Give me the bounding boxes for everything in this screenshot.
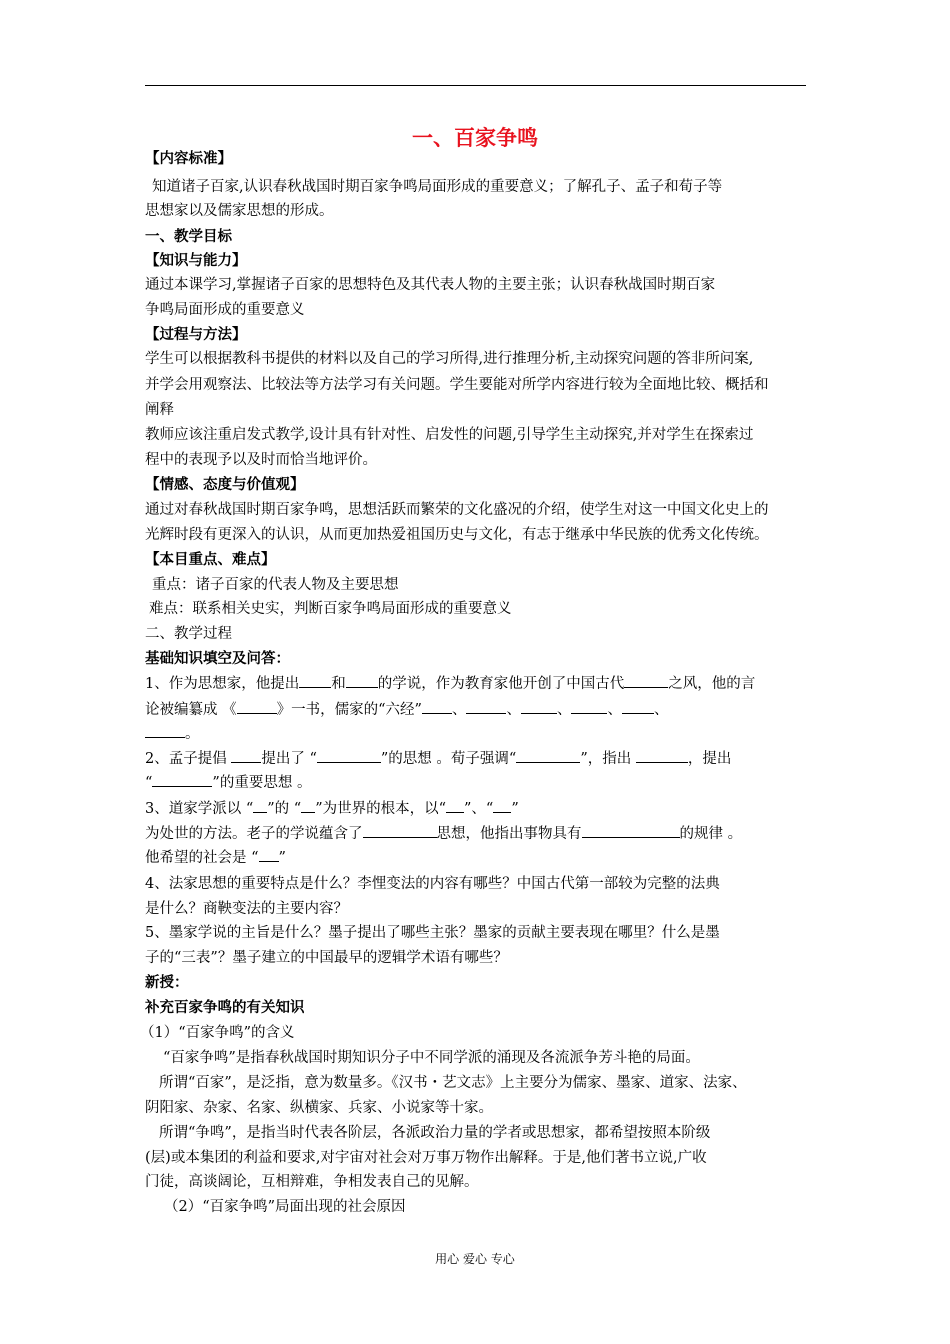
process-text: 程中的表现予以及时而恰当地评价。 bbox=[145, 452, 377, 468]
knowledge-text: 争鸣局面形成的重要意义 bbox=[145, 302, 305, 318]
blank bbox=[622, 699, 654, 714]
question-1: 1、作为思想家，他提出 和 的学说，作为教育家他开创了中国古代 之风，他的言 bbox=[145, 673, 755, 695]
knowledge-text: 通过本课学习,掌握诸子百家的思想特色及其代表人物的主要主张；认识春秋战国时期百家 bbox=[145, 277, 716, 293]
question-3-end: 他希望的社会是 “ ” bbox=[145, 847, 286, 869]
question-1-end: 。 bbox=[145, 723, 200, 745]
keypoints-heading: 【本目重点、难点】 bbox=[145, 552, 276, 568]
question-4: 4、法家思想的重要特点是什么？李悝变法的内容有哪些？中国古代第一部较为完整的法典 bbox=[145, 876, 720, 892]
knowledge-heading: 【知识与能力】 bbox=[145, 253, 247, 269]
paragraph: 门徒，高谈阔论，互相辩难，争相发表自己的见解。 bbox=[145, 1174, 479, 1190]
process-text: 并学会用观察法、比较法等方法学习有关问题。学生要能对所学内容进行较为全面地比较、概括和 bbox=[145, 377, 769, 393]
paragraph: 阴阳家、杂家、名家、纵横家、兵家、小说家等十家。 bbox=[145, 1100, 493, 1116]
question-2-cont: “ ”的重要思想 。 bbox=[145, 772, 311, 794]
paragraph: “百家争鸣”是指春秋战国时期知识分子中不同学派的涌现及各流派争芳斗艳的局面。 bbox=[163, 1050, 700, 1066]
blank bbox=[446, 798, 464, 813]
blank bbox=[466, 699, 506, 714]
header-rule bbox=[145, 85, 806, 86]
page-footer: 用心 爱心 专心 bbox=[435, 1252, 515, 1266]
blank bbox=[582, 823, 680, 838]
blank bbox=[624, 673, 668, 688]
question-2: 2、孟子提倡 提出了 “ ”的思想 。荀子强调“ ”，指出 ，提出 bbox=[145, 748, 731, 770]
blank bbox=[231, 748, 261, 763]
emotion-text: 通过对春秋战国时期百家争鸣，思想活跃而繁荣的文化盛况的介绍，使学生对这一中国文化史上的 bbox=[145, 502, 769, 518]
basics-heading: 基础知识填空及问答： bbox=[145, 651, 290, 667]
key-point: 重点：诸子百家的代表人物及主要思想 bbox=[152, 577, 399, 593]
blank bbox=[521, 699, 557, 714]
blank bbox=[237, 699, 277, 714]
process-heading: 二、教学过程 bbox=[145, 626, 232, 642]
emotion-heading: 【情感、态度与价值观】 bbox=[145, 477, 305, 493]
process-text: 阐释 bbox=[145, 402, 174, 418]
question-3: 3、道家学派以 “ ”的 “ ”为世界的根本，以“ ”、“ ” bbox=[145, 798, 519, 820]
blank bbox=[571, 699, 607, 714]
blank bbox=[145, 723, 185, 738]
new-lesson-heading: 新授： bbox=[145, 975, 189, 991]
process-method-heading: 【过程与方法】 bbox=[145, 327, 247, 343]
paragraph: 所谓“百家”，是泛指，意为数量多。《汉书・艺文志》上主要分为儒家、墨家、道家、法家、 bbox=[159, 1075, 747, 1091]
objectives-heading: 一、教学目标 bbox=[145, 229, 232, 245]
blank bbox=[493, 798, 511, 813]
blank bbox=[363, 823, 437, 838]
page-title: 一、百家争鸣 bbox=[412, 126, 538, 150]
blank bbox=[253, 798, 267, 813]
question-4-cont: 是什么？商鞅变法的主要内容？ bbox=[145, 901, 348, 917]
question-3-cont: 为处世的方法。老子的学说蕴含了 思想，他指出事物具有 的规律 。 bbox=[145, 823, 742, 845]
blank bbox=[516, 748, 580, 763]
content-standard-heading: 【内容标准】 bbox=[145, 151, 232, 167]
question-5: 5、墨家学说的主旨是什么？墨子提出了哪些主张？墨家的贡献主要表现在哪里？什么是墨 bbox=[145, 925, 720, 941]
paragraph: (层)或本集团的利益和要求,对宇宙对社会对万事万物作出解释。于是,他们著书立说,广收 bbox=[145, 1150, 707, 1166]
new-lesson-subheading: 补充百家争鸣的有关知识 bbox=[145, 1000, 305, 1016]
content-standard-text: 知道诸子百家,认识春秋战国时期百家争鸣局面形成的重要意义；了解孔子、孟子和荀子等 bbox=[152, 179, 723, 195]
blank bbox=[346, 673, 378, 688]
content-standard-text: 思想家以及儒家思想的形成。 bbox=[145, 203, 334, 219]
blank bbox=[152, 772, 212, 787]
blank bbox=[259, 847, 279, 862]
emotion-text: 光辉时段有更深入的认识，从而更加热爱祖国历史与文化，有志于继承中华民族的优秀文化传统。 bbox=[145, 527, 769, 543]
section-item-1: （1）“百家争鸣”的含义 bbox=[140, 1025, 295, 1041]
question-5-cont: 子的“三表”？墨子建立的中国最早的逻辑学术语有哪些？ bbox=[145, 950, 508, 966]
blank bbox=[317, 748, 381, 763]
process-text: 教师应该注重启发式教学,设计具有针对性、启发性的问题,引导学生主动探究,并对学生在探索过 bbox=[145, 427, 754, 443]
blank bbox=[636, 748, 688, 763]
difficult-point: 难点：联系相关史实，判断百家争鸣局面形成的重要意义 bbox=[149, 601, 512, 617]
section-item-2: （2）“百家争鸣”局面出现的社会原因 bbox=[164, 1199, 406, 1215]
question-1-cont: 论被编纂成 《 》一书，儒家的“六经” 、 、 、 、 、 bbox=[145, 699, 668, 721]
blank bbox=[422, 699, 452, 714]
blank bbox=[299, 673, 331, 688]
blank bbox=[301, 798, 315, 813]
process-text: 学生可以根据教科书提供的材料以及自己的学习所得,进行推理分析,主动探究问题的答非所问案, bbox=[145, 351, 754, 367]
paragraph: 所谓“争鸣”，是指当时代表各阶层，各派政治力量的学者或思想家，都希望按照本阶级 bbox=[159, 1125, 711, 1141]
